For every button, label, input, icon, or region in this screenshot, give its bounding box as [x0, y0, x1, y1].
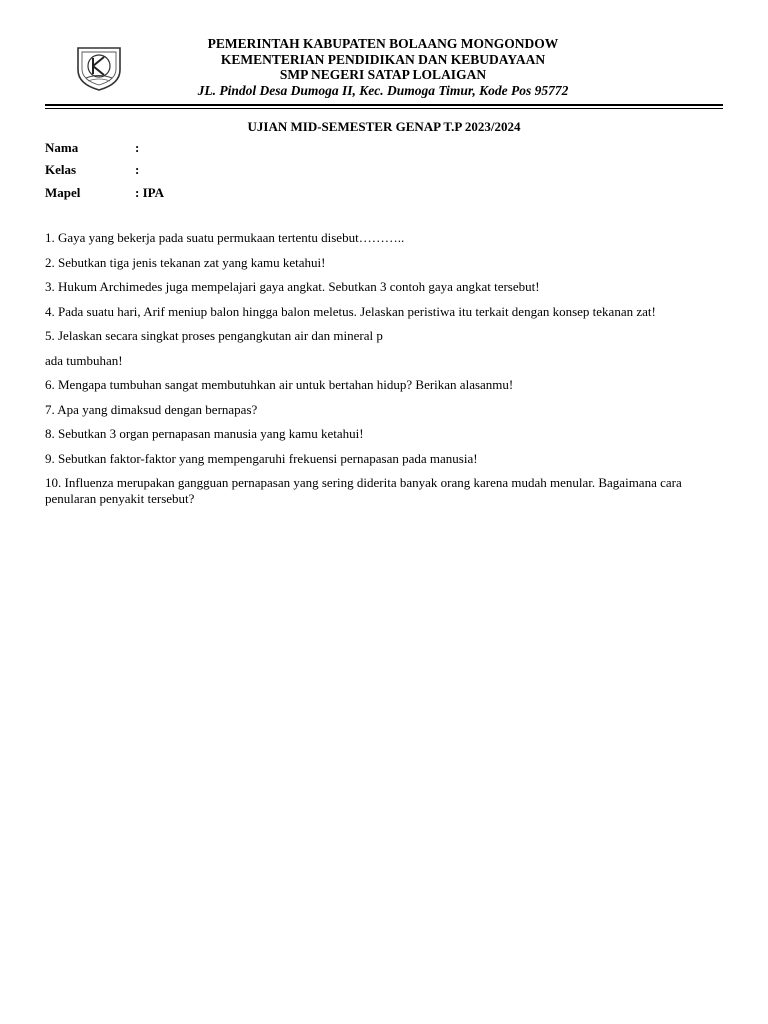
question-3: 3. Hukum Archimedes juga mempelajari gaya angkat. Sebutkan 3 contoh gaya angkat tersebut! [45, 279, 540, 294]
question-2: 2. Sebutkan tiga jenis tekanan zat yang kamu ketahui! [45, 254, 326, 270]
exam-title: UJIAN MID-SEMESTER GENAP T.P 2023/2024 [247, 119, 521, 134]
subject-field [45, 185, 164, 201]
ministry-name: KEMENTERIAN PENDIDIKAN DAN KEBUDAYAAN [220, 51, 546, 67]
name-field [45, 140, 139, 156]
letterhead-divider-thin [45, 108, 723, 109]
school-name: SMP NEGERI SATAP LOLAIGAN [279, 67, 487, 83]
government-name: PEMERINTAH KABUPATEN BOLAANG MONGONDOW [207, 36, 559, 51]
question-list [45, 230, 725, 506]
question-9: 9. Sebutkan faktor-faktor yang mempengaruhi frekuensi pernapasan pada manusia! [45, 450, 478, 466]
field-value: : [135, 162, 140, 177]
question-4: 4. Pada suatu hari, Arif meniup balon hingga balon meletus. Jelaskan peristiwa itu terkait dengan konsep tekanan zat! [45, 303, 656, 319]
question-6: 6. Mengapa tumbuhan sangat membutuhkan air untuk bertahan hidup? Berikan alasanmu! [45, 377, 514, 392]
question-5-continued: ada tumbuhan! [45, 352, 123, 368]
field-label: Kelas [45, 162, 77, 177]
school-address: JL. Pindol Desa Dumoga II, Kec. Dumoga Timur, Kode Pos 95772 [197, 82, 569, 98]
field-value: : [135, 140, 140, 155]
letterhead-divider-thick [45, 104, 723, 106]
question-8: 8. Sebutkan 3 organ pernapasan manusia yang kamu ketahui! [45, 426, 364, 441]
letterhead [130, 36, 636, 98]
question-10: 10. Influenza merupakan gangguan pernapasan yang sering diderita banyak orang karena mudah menular. Bagaimana cara penularan penyakit tersebut? [45, 475, 682, 506]
question-5: 5. Jelaskan secara singkat proses pengangkutan air dan mineral p [45, 328, 383, 343]
question-1: 1. Gaya yang bekerja pada suatu permukaan tertentu disebut……….. [45, 230, 405, 245]
class-field [45, 162, 139, 178]
regency-emblem-icon [74, 42, 124, 92]
field-label: Nama [45, 140, 79, 155]
question-7: 7. Apa yang dimaksud dengan bernapas? [45, 401, 258, 417]
field-value: : IPA [135, 185, 165, 200]
field-label: Mapel [45, 185, 81, 200]
